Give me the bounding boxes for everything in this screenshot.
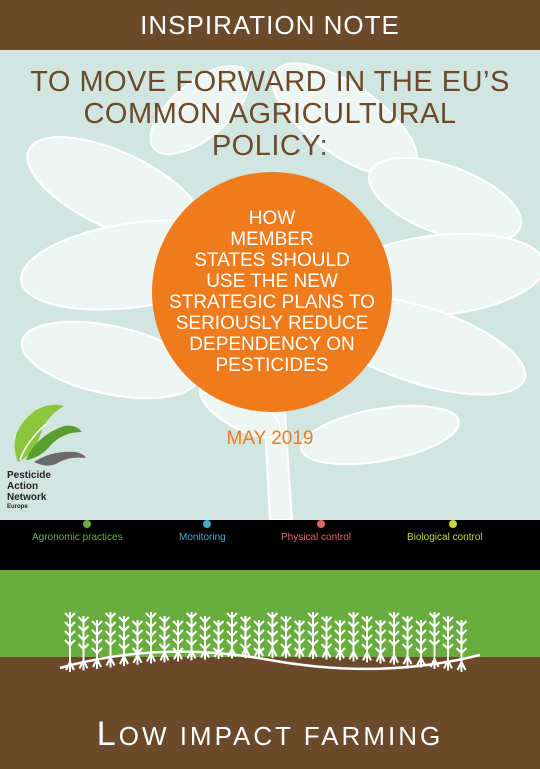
title-line: POLICY: [211,130,329,162]
crop-plant [173,620,183,661]
crop-plant [227,612,237,659]
logo-line: Pesticide [7,470,51,481]
category-label: Biological control [407,532,483,543]
logo-text [7,470,51,511]
crop-plant [119,616,129,666]
crop-field-illustration [0,600,540,710]
subtitle-line: SERIOUSLY REDUCE [175,313,369,334]
subtitle-line: DEPENDENCY ON [189,334,355,355]
crop-plant [268,612,278,658]
category-physical [281,520,371,570]
leaf-logo-icon [6,402,86,470]
subtitle-line: STATES SHOULD [194,250,350,271]
crop-plant [457,620,467,672]
crop-plant [389,612,399,665]
category-agronomic [32,520,152,570]
crop-plant [362,616,372,662]
subtitle-circle [152,172,392,412]
footer-initial: L [96,715,119,753]
logo-line: Europe [7,504,28,510]
crop-plant [349,612,359,661]
logo-line: Action [7,481,39,492]
main-title [10,66,530,162]
crop-plant [416,620,426,668]
subtitle-text [160,208,384,376]
category-dot-icon [317,520,325,528]
publication-date: MAY 2019 [226,428,314,449]
category-label: Monitoring [179,532,226,543]
footer-title [0,715,540,754]
header-bar [0,0,540,50]
crop-plant [160,616,170,662]
crop-plant [254,620,264,658]
category-bar [0,520,540,570]
crop-plant [281,616,291,658]
crop-plant [376,620,386,664]
footer-rest: OW IMPACT FARMING [118,721,444,751]
title-line: COMMON AGRICULTURAL [83,98,457,130]
crop-plant [133,620,143,665]
logo-line: Network [7,492,47,503]
category-dot-icon [83,520,91,528]
crop-plant [92,620,102,669]
crop-plant [295,620,305,659]
category-dot-icon [449,520,457,528]
category-biological [407,520,507,570]
category-label: Physical control [281,532,352,543]
crop-plant [403,616,413,666]
crop-plant [106,612,116,668]
subtitle-line: HOW [248,208,296,229]
crop-plant [146,612,156,664]
crop-plant [308,612,318,659]
crop-plant [65,612,75,672]
subtitle-line: MEMBER [230,229,314,250]
category-monitoring [179,520,249,570]
header-label: INSPIRATION NOTE [140,9,400,40]
crop-plant [322,616,332,660]
category-dot-icon [203,520,211,528]
subtitle-line: STRATEGIC PLANS TO [169,292,375,313]
subtitle-line: USE THE NEW [206,271,338,292]
title-line: TO MOVE FORWARD IN THE EU’S [30,66,510,98]
category-label: Agronomic practices [32,532,123,543]
pan-europe-logo [6,402,86,517]
crop-plant [335,620,345,660]
subtitle-line: PESTICIDES [215,355,329,376]
crop-plant [241,616,251,658]
crop-plant [430,612,440,669]
